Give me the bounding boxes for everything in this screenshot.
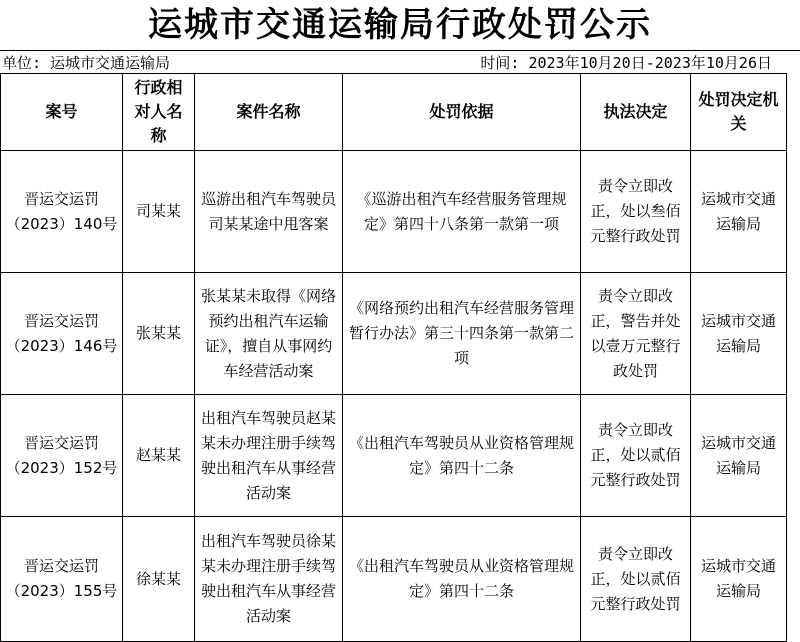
- cell-authority: 运城市交通运输局: [691, 151, 787, 273]
- cell-basis: 《出租汽车驾驶员从业资格管理规定》第四十二条: [343, 517, 581, 642]
- cell-case-no: 晋运交运罚（2023）152号: [1, 395, 123, 517]
- table-row: [1, 273, 787, 395]
- cell-decision: 责令立即改正，警告并处以壹万元整行政处罚: [581, 273, 691, 395]
- cell-authority: 运城市交通运输局: [691, 273, 787, 395]
- cell-decision: 责令立即改正，处以叁佰元整行政处罚: [581, 151, 691, 273]
- header-party: 行政相对人名称: [123, 74, 195, 151]
- cell-party: 司某某: [123, 151, 195, 273]
- cell-case-no: 晋运交运罚（2023）146号: [1, 273, 123, 395]
- cell-authority: 运城市交通运输局: [691, 517, 787, 642]
- header-authority: 处罚决定机关: [691, 74, 787, 151]
- cell-basis: 《出租汽车驾驶员从业资格管理规定》第四十二条: [343, 395, 581, 517]
- cell-case-no: 晋运交运罚（2023）155号: [1, 517, 123, 642]
- cell-decision: 责令立即改正，处以贰佰元整行政处罚: [581, 395, 691, 517]
- cell-decision: 责令立即改正，处以贰佰元整行政处罚: [581, 517, 691, 642]
- header-case-name: 案件名称: [195, 74, 343, 151]
- penalty-table: [0, 73, 787, 642]
- table-row: [1, 395, 787, 517]
- header-basis: 处罚依据: [343, 74, 581, 151]
- cell-party: 徐某某: [123, 517, 195, 642]
- cell-case-name: 出租汽车驾驶员徐某某未办理注册手续驾驶出租汽车从事经营活动案: [195, 517, 343, 642]
- page-title: 运城市交通运输局行政处罚公示: [148, 5, 652, 45]
- time-range-label: 时间: 2023年10月20日-2023年10月26日: [480, 53, 772, 72]
- header-decision: 执法决定: [581, 74, 691, 151]
- cell-case-name: 巡游出租汽车驾驶员司某某途中甩客案: [195, 151, 343, 273]
- unit-label: 单位: 运城市交通运输局: [2, 53, 171, 72]
- meta-bar: [0, 50, 800, 73]
- cell-party: 张某某: [123, 273, 195, 395]
- table-row: [1, 517, 787, 642]
- cell-basis: 《网络预约出租汽车经营服务管理暂行办法》第三十四条第一款第二项: [343, 273, 581, 395]
- cell-party: 赵某某: [123, 395, 195, 517]
- cell-case-name: 张某某未取得《网络预约出租汽车运输证》，擅自从事网约车经营活动案: [195, 273, 343, 395]
- cell-case-name: 出租汽车驾驶员赵某某未办理注册手续驾驶出租汽车从事经营活动案: [195, 395, 343, 517]
- table-row: [1, 151, 787, 273]
- table-header-row: [1, 74, 787, 151]
- header-case-no: 案号: [1, 74, 123, 151]
- cell-authority: 运城市交通运输局: [691, 395, 787, 517]
- cell-case-no: 晋运交运罚（2023）140号: [1, 151, 123, 273]
- cell-basis: 《巡游出租汽车经营服务管理规定》第四十八条第一款第一项: [343, 151, 581, 273]
